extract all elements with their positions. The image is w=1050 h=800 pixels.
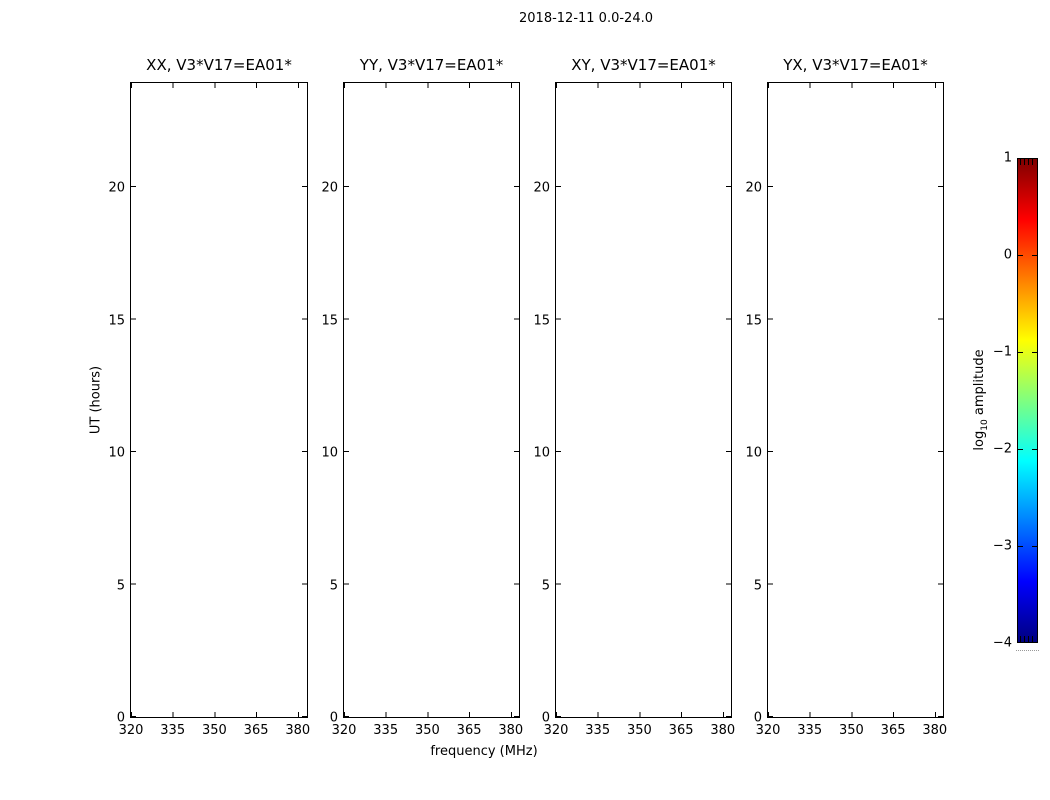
- y-tick-label: 5: [329, 578, 338, 593]
- y-tick-label: 0: [116, 710, 125, 726]
- y-tick-label: 5: [753, 578, 762, 593]
- x-tick-label: 320: [118, 723, 144, 738]
- colorbar-end-marks-top: [1020, 159, 1035, 165]
- y-tick-label: 0: [541, 710, 550, 726]
- x-axis-ticks-bottom: [556, 712, 724, 717]
- colorbar-tick-label: 1: [1003, 150, 1012, 166]
- x-axis-ticks-top: [344, 83, 512, 88]
- x-tick-label: 380: [285, 723, 311, 738]
- x-axis-label: frequency (MHz): [430, 744, 538, 759]
- x-tick-label: 350: [201, 723, 227, 738]
- y-tick-label: 5: [116, 578, 125, 593]
- y-axis-ticks-right: [938, 83, 943, 717]
- colorbar-ticks-right: [1032, 158, 1037, 643]
- colorbar-label: [972, 349, 990, 450]
- y-axis-ticks-right: [726, 83, 731, 717]
- y-tick-label: 20: [321, 180, 338, 196]
- x-tick-label: 380: [498, 723, 524, 738]
- x-axis-ticks-bottom: [768, 712, 936, 717]
- x-tick-label: 380: [710, 723, 736, 738]
- y-axis-ticks-right: [302, 83, 307, 717]
- plot-area: [131, 83, 307, 717]
- x-axis-ticks-top: [556, 83, 724, 88]
- panel-title: XY, V3*V17=EA01*: [571, 56, 716, 74]
- x-axis-ticks-top: [131, 83, 299, 88]
- x-tick-label: 365: [456, 723, 482, 738]
- panel-yx: [745, 56, 948, 738]
- panel-xy: [533, 56, 736, 738]
- x-tick-label: 365: [668, 723, 694, 738]
- colorbar-dotted-edge: [1016, 650, 1039, 651]
- y-tick-label: 20: [533, 180, 550, 196]
- y-tick-label: 10: [745, 445, 762, 461]
- y-tick-label: 10: [321, 445, 338, 461]
- x-axis-ticks-bottom: [344, 712, 512, 717]
- y-tick-label: 0: [329, 710, 338, 726]
- y-tick-label: 10: [533, 445, 550, 461]
- panel-title: XX, V3*V17=EA01*: [146, 56, 292, 74]
- y-tick-label: 15: [533, 313, 550, 328]
- panel-yy: [321, 56, 524, 738]
- colorbar-end-marks-bottom: [1020, 636, 1035, 642]
- x-axis-ticks-top: [768, 83, 936, 88]
- y-axis-ticks-left: [768, 83, 773, 717]
- x-tick-label: 350: [626, 723, 652, 738]
- y-axis-ticks-left: [344, 83, 349, 717]
- x-tick-label: 350: [838, 723, 864, 738]
- panel-title: YY, V3*V17=EA01*: [359, 56, 504, 74]
- colorbar-tick-label: −3: [992, 538, 1012, 554]
- x-tick-label: 335: [797, 723, 823, 738]
- colorbar-tick-label: −1: [992, 344, 1012, 360]
- plot-area: [768, 83, 943, 717]
- figure-title: 2018-12-11 0.0-24.0: [519, 11, 653, 26]
- x-tick-label: 335: [373, 723, 399, 738]
- colorbar: [992, 150, 1038, 651]
- colorbar-tick-label: −2: [992, 441, 1012, 457]
- panel-title: YX, V3*V17=EA01*: [783, 56, 928, 74]
- y-axis-ticks-left: [556, 83, 561, 717]
- x-tick-label: 365: [880, 723, 906, 738]
- plot-area: [344, 83, 519, 717]
- colorbar-label-prefix: log: [972, 430, 988, 451]
- plot-area: [556, 83, 731, 717]
- y-tick-label: 20: [745, 180, 762, 196]
- y-tick-label: 15: [321, 313, 338, 328]
- x-tick-label: 350: [414, 723, 440, 738]
- colorbar-ticks-left: [1018, 158, 1023, 643]
- x-tick-label: 320: [755, 723, 781, 738]
- x-tick-label: 335: [585, 723, 611, 738]
- y-tick-label: 15: [745, 313, 762, 328]
- x-tick-label: 335: [160, 723, 186, 738]
- y-axis-ticks-left: [131, 83, 136, 717]
- x-tick-label: 320: [543, 723, 569, 738]
- colorbar-tick-label: −4: [992, 635, 1012, 651]
- y-axis-ticks-right: [514, 83, 519, 717]
- y-tick-label: 5: [541, 578, 550, 593]
- colorbar-tick-label: 0: [1003, 247, 1012, 263]
- y-tick-label: 10: [108, 445, 125, 461]
- colorbar-label-suffix: amplitude: [972, 349, 988, 420]
- x-tick-label: 365: [243, 723, 269, 738]
- y-tick-label: 15: [108, 313, 125, 328]
- y-tick-label: 0: [753, 710, 762, 726]
- y-axis-label: UT (hours): [88, 365, 104, 435]
- x-tick-label: 320: [331, 723, 357, 738]
- panel-xx: [108, 56, 311, 738]
- x-tick-label: 380: [922, 723, 948, 738]
- x-axis-ticks-bottom: [131, 712, 299, 717]
- y-tick-label: 20: [108, 180, 125, 196]
- colorbar-label-subscript: 10: [979, 419, 990, 431]
